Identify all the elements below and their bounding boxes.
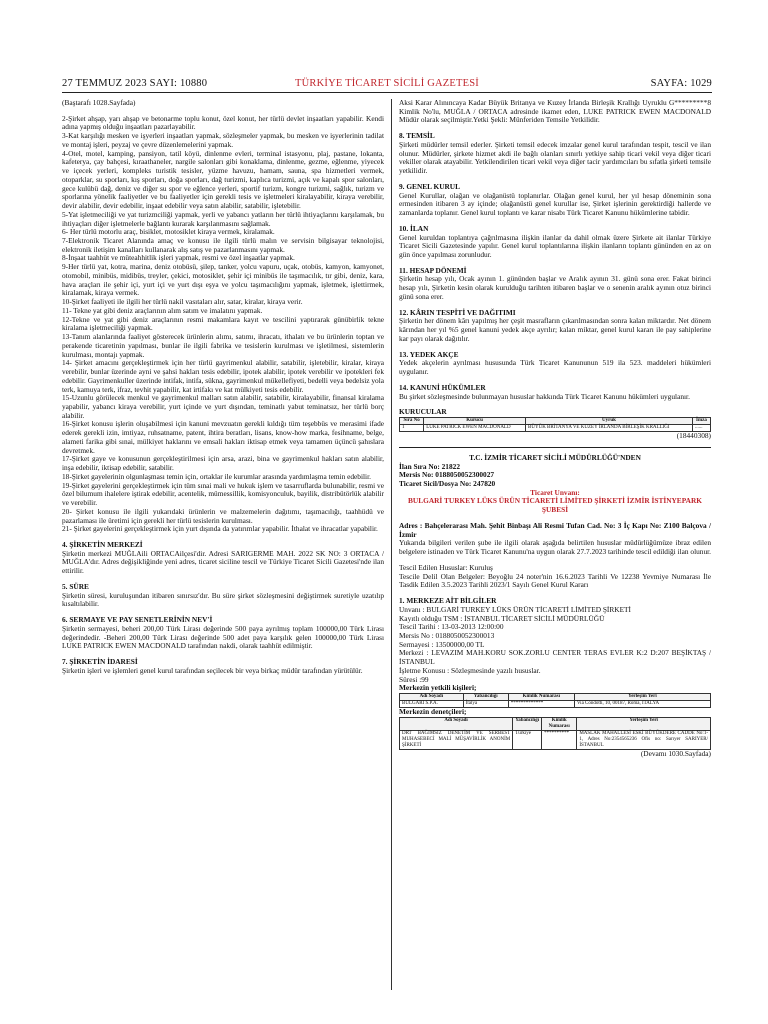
section-heading: 14. KANUNİ HÜKÜMLER [399, 382, 486, 392]
column-header: Yabancılığı [463, 694, 508, 701]
branch-address: Adres : Bahçelerarası Mah. Şehit Binbaşı Ali Resmi Tufan Cad. No: 3 İç Kapı No: Z100 Balçova / İzmir [399, 520, 711, 539]
section-body: Genel Kurullar, olağan ve olağanüstü toplanırlar. Olağan genel kurul, her yıl hesap döneminin sona ermesinden itibaren 3 ay içinde; olağanüstü genel kurullar ise, Şirket işlerinin gerektirdiği hallerde ve zamanlarda toplanır. Genel kurul toplantı ve karar nisabı Türk Ticaret Kanunu hükümlerine tabidir. [399, 190, 711, 218]
founders-heading: KURUCULAR [399, 407, 447, 417]
authorized-table [399, 693, 711, 708]
column-header: Kimlik Numarası [508, 694, 574, 701]
purpose-item: 9-Her türlü yat, kotra, marina, deniz otobüsü, şilep, tanker, yolcu vapuru, uçak, otobüs, kamyon, kamyonet, otomobil, minibüs, midibüs, treyler, çekici, motosiklet, şehir içi minibüs ile taşımacılık, tır gibi, deniz, kara, hava araçları ile şehir içi, yurt içi ve yurt dışı eşya ve yolcu taşımacılığını yapmak, işletmek, işlettirmek, kiralamak, kiraya vermek. [62, 262, 384, 298]
table-header-row [400, 418, 711, 425]
purpose-item: 7-Elektronik Ticaret Alanında amaç ve konusu ile ilgili türlü malın ve servisin bilgisayar teknolojisi, elektronik iletişim kanalları kullanarak alış satış ve pazarlanmasını yapmak. [62, 236, 384, 254]
purpose-item: 13-Tanım alanlarında faaliyet gösterecek ürünlerin alımı, satımı, ihracatı, ithalatı ve bu ürünlerin toptan ve perakende ticaretinin yapılması, bunlar ile ilgili fabrika ve tesislerin kurulması ve işletilmesi, sistemlerin kurulması, montajı yapmak. [62, 332, 384, 359]
auditors-heading: Merkezin denetçileri; [399, 707, 467, 717]
section-body: Şirketin işleri ve işlemleri genel kurul tarafından seçilecek bir veya birkaç müdür tarafından yürütülür. [62, 665, 363, 675]
purpose-item: 11- Tekne yat gibi deniz araçlarının alım satım ve imalatını yapmak. [62, 305, 263, 315]
section-body: Şirketin süresi, kuruluşundan itibaren sınırsız'dır. Bu süre şirket sözleşmesini değiştirmek suretiyle uzatılıp kısaltılabilir. [62, 590, 384, 609]
hq-line: İşletme Konusu : Sözleşmesinde yazılı hususlar. [399, 665, 541, 675]
table-cell: ...... [692, 425, 710, 432]
section-body: Şirketin sermayesi, beheri 200,00 Türk Lirası değerinde 500 paya ayrılmış toplam 100000,00 Türk Lirası değerindedir. -Beheri 200,00 Türk Lirası değerinde 500 adet paya karşılık gelen 100000,00 Türk Lirası LUKE PATRICK EWEN MACDONALD tarafından nakdi, olarak taahhüt edilmiştir. [62, 623, 384, 651]
section-body: Şirketin hesap yılı, Ocak ayının 1. gününden başlar ve Aralık ayının 31. günü sona erer. Fakat birinci hesap yılı, Şirketin kesin olarak kurulduğu tarihten itibaren başlar ve o senenin aralık ayının otuz birinci günü sona erer. [399, 274, 711, 301]
hq-line: Kayıtlı olduğu TSM : İSTANBUL TİCARET SİCİLİ MÜDÜRLÜĞÜ [399, 613, 605, 623]
mersis-no: Mersis No: 0188050052300027 [399, 470, 495, 480]
hq-line: Unvanı : BULGARİ TURKEY LÜKS ÜRÜN TİCARETİ LİMİTED ŞİRKETİ [399, 604, 631, 614]
page-number: SAYFA: 1029 [650, 78, 712, 89]
table-cell: 1 [400, 425, 424, 432]
purpose-item: 18-Şirket gayelerinin olgunlaşması temin için, ortaklar ile kurumlar arasında yardımlaşma temin edebilir. [62, 471, 371, 481]
auditors-table [399, 717, 711, 750]
manager-intro: Aksi Karar Alınıncaya Kadar Büyük Britanya ve Kuzey İrlanda Birleşik Krallığı Uyruklu G*********8 Kimlik No'lu, MUĞLA / ORTACA adresinde ikamet eden, LUKE PATRICK EWEN MACDONALD Müdür olarak seçilmiştir.Yetki Şekli: Münferiden Temsile Yetkilidir. [399, 98, 711, 125]
company-title: BULGARİ TURKEY LÜKS ÜRÜN TİCARETİ LİMİTED ŞİRKETİ İZMİR İSTİNYEPARK ŞUBESİ [408, 496, 702, 515]
gazette-title: TÜRKİYE TİCARET SİCİLİ GAZETESİ [294, 78, 479, 89]
registry-office: T.C. İZMİR TİCARET SİCİLİ MÜDÜRLÜĞÜ'NDEN [469, 452, 641, 462]
purpose-item: 20- Şirket konusu ile ilgili yukarıdaki ürünlerin ve malzemelerin dağıtımı, taşımacılığı, taahhüdü ve pazarlaması ile üretimi için gerekli her türlü tesislerin kurulması. [62, 506, 384, 525]
founders-table [399, 417, 711, 432]
purpose-item: 19-Şirket gayelerini gerçekleştirmek için tüm sınai mali ve hukuk işlem ve tasarruflarda bulunabilir, resmi ve özel bilumum ihalelere iştirak edebilir, acentelik, mümessillik, komisyonculuk, bayilik, distribütörlük alabilir ve verebilir. [62, 480, 384, 508]
section-heading: 5. SÜRE [62, 581, 89, 591]
purpose-item: 3-Kat karşılığı mesken ve işyerleri inşaatları yapmak, sözleşmeler yapmak, bu mesken ve işyerlerinin tadilat ve montaj işleri, peyzaj ve çevre düzenlemelerini yapmak. [62, 131, 384, 149]
section-heading: 10. İLAN [399, 223, 429, 233]
spacer [62, 576, 384, 583]
ilan-sira: İlan Sıra No: 21822 [399, 461, 460, 471]
hq-line: Süresi :99 [399, 674, 429, 684]
section-heading: 1. MERKEZE AİT BİLGİLER [399, 596, 497, 606]
section-body: Şirketin merkezi MUĞLAili ORTACAilçesi'dir. Adresi SARIGERME MAH. 2022 SK NO: 3 ORTACA / MUĞLA'dır. Adres değişikliğinde yeni adres, ticaret siciline tescil ve Türkiye Ticaret Sicili Gazetesi'nde ilan ettirilir. [62, 548, 384, 576]
section-body: Genel kuruldan toplantıya çağrılmasına ilişkin ilanlar da dahil olmak üzere Şirkete ait ilanlar Türkiye Ticaret Sicili Gazetesinde yapılır. Genel kurul toplantılarına ilişkin ilanların toplantı gününden en az on gün önce yapılması zorunludur. [399, 232, 711, 260]
purpose-item: 2-Şirket ahşap, yarı ahşap ve betonarme toplu konut, özel konut, her türlü devlet inşaatları yapabilir. Kendi adına yapmış olduğu inşaatları pazarlayabilir. [62, 113, 384, 132]
column-header: Kurucu [424, 418, 526, 425]
spacer [399, 125, 711, 132]
purpose-item: 8-İnşaat taahhüt ve müteahhitlik işleri yapmak, resmi ve özel inşaatlar yapmak. [62, 253, 295, 263]
section-heading: 6. SERMAYE VE PAY SENETLERİNİN NEV'İ [62, 615, 213, 625]
purpose-item: 14- Şirket amacını gerçekleştirmek için her türlü gayrimenkul alabilir, satabilir, işletebilir, kiralar, kiraya verebilir, bunlar üzerinde ayni ve şahsi hakları tesis edebilir, ipotek alabilir, ipotek verebilir ve ipotekleri fek edebilir. Gayrimenkuller üzerinde intifak, intifa, sükna, gayrimenkul mükellefiyeti, bedelli veya bedelsiz yola terk, kamuya terk, ifraz, tevhit yapabilir, kat irtifakı ve kat mülkiyeti tesis edebilir. [62, 358, 384, 394]
column-header: Adı Soyadı [400, 694, 464, 701]
column-header: Yabancılığı [513, 717, 542, 730]
section-heading: 8. TEMSİL [399, 131, 435, 141]
continued-note: (Baştarafı 1028.Sayfada) [62, 98, 136, 107]
table-cell: ********** [542, 730, 577, 749]
column-header: Adı Soyadı [400, 717, 513, 730]
hq-line: Tescil Tarihi : 13-03-2013 12:00:00 [399, 622, 504, 632]
table-cell: BÜYÜK BRİTANYA VE KUZEY İRLANDA BİRLEŞİK KRALLIĞI [526, 425, 693, 432]
hq-line: Merkezi : LEVAZIM MAH.KORU SOK.ZORLU CENTER TERAS EVLER K:2 D:207 BEŞİKTAŞ / İSTANBUL [399, 648, 711, 667]
column-divider [391, 99, 392, 990]
table-cell: ************* [508, 701, 574, 708]
table-cell: Via Condotti, 10, 00187, Roma, ITALYA [574, 701, 710, 708]
column-header: Yerleşim Yeri [577, 717, 711, 730]
notice-body: Yukarıda bilgileri verilen şube ile ilgili olarak aşağıda belirtilen hususlar müdürlüğümüze ibraz edilen belgelere istinaden ve Türk Ticaret Kanunu'na uygun olarak 27.7.2023 tarihinde tescil edildiği ilan olunur. [399, 538, 712, 557]
table-cell: LUKE PATRICK EWEN MACDONALD [424, 425, 526, 432]
authorized-heading: Merkezin yetkili kişileri; [399, 683, 477, 693]
left-column [62, 99, 384, 676]
notice-separator [399, 447, 711, 448]
registration-documents: Tescile Delil Olan Belgeler: Beyoğlu 24 noter'nin 16.6.2023 Tarihli Ve 12238 Yevmiye Numarası İle Tasdik Edilen 3.5.2023 Tarihli 2023/1 Sayılı Genel Kurul Kararı [399, 571, 711, 590]
table-cell: MASLAK MAHALLESİ ESKİ BÜYÜKDERE CADDE No:1-1, Adres No:2354565236 Ofis no: Sarıyer SARIYER/İSTANBUL [577, 730, 711, 749]
continued-next: (Devamı 1030.Sayfada) [640, 748, 711, 758]
purpose-item: 21- Şirket gayelerini gerçekleştirmek için yurt dışında da yatırımlar yapabilir. İthalat ve ihracatlar yapabilir. [62, 524, 378, 534]
column-header: Uyruk [526, 418, 693, 425]
section-heading: 4. ŞİRKETİN MERKEZİ [62, 539, 143, 549]
sicil-no: Ticaret Sicil/Dosya No: 247820 [399, 478, 496, 488]
section-heading: 11. HESAP DÖNEMİ [399, 265, 467, 275]
purpose-item: 4-Otel, motel, kamping, pansiyon, tatil köyü, dinlenme evleri, terminal istasyonu, plaj, pastane, lokanta, kafeterya, çay bahçesi, kıraathaneler, nargile salonları gibi konaklama, dinlenme, gezme, eğlenme, yiyecek ve içecek yerleri, kompleks turistik tesisler, yüzme havuzu, hamam, sauna, spa hizmetleri vermek, otoparklar, su sporları, kış sporları, doğa sporları, dağ turizmi, kaplıca turizmi, açık ve kapalı spor salonları, gece kulübü dağ, deniz ve diğer su spor ve eğlence yerleri, sportif turizm, kongre turizmi, sağlık, turizm ve sporlarına yönelik faaliyetler ve bu faaliyetler için gerekli tesis ve işletmeleri kiralayabilir, kiraya verebilir, devir alabilir, devir edebilir, inşaat edebilir veya satın alabilir, satabilir, işletebilir. [62, 148, 384, 211]
reference-number: (18440308) [676, 431, 711, 441]
purpose-item: 5-Yat işletmeciliği ve yat turizmciliği yapmak, yerli ve yabancı yatların her türlü ihtiyaçlarını karşılamak, bu ihtiyaçları diğer işletmelerle bağlantı kurarak karşılanmasını sağlamak. [62, 209, 384, 228]
unvan-label: Ticaret Unvanı: [530, 487, 580, 497]
section-heading: 13. YEDEK AKÇE [399, 349, 459, 359]
table-cell: DRT BAĞIMSIZ DENETİM VE SERBEST MUHASEBECİ MALİ MÜŞAVİRLİK ANONİM ŞİRKETİ [400, 730, 513, 749]
column-header: İmza [692, 418, 710, 425]
hq-line: Sermayesi : 13500000,00 TL [399, 639, 485, 649]
table-cell: İtalya [463, 701, 508, 708]
spacer [399, 218, 711, 225]
section-body: Bu şirket sözleşmesinde bulunmayan hususlar hakkında Türk Ticaret Kanunu hükümleri uygulanır. [399, 391, 690, 401]
section-heading: 9. GENEL KURUL [399, 181, 461, 191]
right-column [399, 99, 711, 759]
table-cell: BULGARI S.P.A. [400, 701, 464, 708]
registered-matters: Tescil Edilen Hususlar: Kuruluş [399, 562, 493, 572]
section-heading: 12. KÂRIN TESPİTİ VE DAĞITIMI [399, 307, 516, 317]
purpose-item: 10-Şirket faaliyeti ile ilgili her türlü nakil vasıtaları alır, satar, kiralar, kiraya verir. [62, 297, 303, 307]
section-body: Şirketi müdürler temsil ederler. Şirketi temsil edecek imzalar genel kurul tarafından tespit, tescil ve ilan olunur. Müdürler, şirkete hizmet akdi ile bağlı olanları sınırlı yetkiye sahip ticari vekil veya diğer ticari vekiller olarak atayabilir. Yetkilendirilen ticari vekil veya diğer tacir yardımcıları bu sıfatla şirketi temsile yetkilidir. [399, 139, 711, 176]
column-header: Kimlik Numarası [542, 717, 577, 730]
table-header-row [400, 717, 711, 730]
column-header: Sıra No [400, 418, 424, 425]
header-rule [62, 92, 712, 93]
section-heading: 7. ŞİRKETİN İDARESİ [62, 657, 138, 667]
table-row [400, 425, 711, 432]
table-row [400, 730, 711, 749]
purpose-item: 6- Her türlü motorlu araç, bisiklet, motosiklet kiraya vermek, kiralamak. [62, 227, 275, 237]
purpose-item: 17-Şirket gaye ve konusunun gerçekleştirilmesi için arsa, arazi, bina ve gayrimenkul hakları satın alabilir, inşa edebilir, iktisap edebilir, satabilir. [62, 454, 384, 473]
column-header: Yerleşim Yeri [574, 694, 710, 701]
section-body: Şirketin her dönem kârı yapılmış her çeşit masrafların çıkarılmasından sonra kalan miktardır. Net dönem kârından her yıl %5 genel kanuni yedek akçe ayrılır; kalan miktar, genel kurul kararı ile pay sahiplerine kar payı olarak dağıtılır. [399, 316, 711, 343]
table-cell: Türkiye [513, 730, 542, 749]
hq-line: Mersis No : 0188050052300013 [399, 630, 495, 640]
section-body: Yedek akçelerin ayrılması hususunda Türk Ticaret Kanununun 519 ila 523. maddeleri hükümleri uygulanır. [399, 358, 711, 377]
issue-date: 27 TEMMUZ 2023 SAYI: 10880 [62, 78, 208, 89]
purpose-item: 16-Şirket konusu işlerin oluşabilmesi için kanuni mevzuatın gerekli kıldığı tüm teşebbüs ve merasimi ifade ederek gerekli izin, imtiyaz, ruhsatname, patent, ihtira beratları, lisans, know-how marka, fesihname, belge, alameti farika gibi sınai, mülkiyet haklarını ve emsali hakları iktisap etmek veya tamamen üçüncü şahıslara devretmek. [62, 419, 384, 455]
purpose-item: 12-Tekne ve yat gibi deniz araçlarının resmi makamlara kayıt ve tescilini yaptırarak günübirlik tekne kiralama işletmeciliği yapmak. [62, 314, 384, 333]
purpose-item: 15-Uzunlu görülecek menkul ve gayrimenkul malları satın alabilir, satabilir, kiralayabilir, finansal kiralama yapabilir, yabancı kiraya verebilir, yurt içinde ve yurt dışından, teminatlı yabut teminatsız, her türlü borç alabilir. [62, 393, 384, 420]
table-header-row [400, 694, 711, 701]
